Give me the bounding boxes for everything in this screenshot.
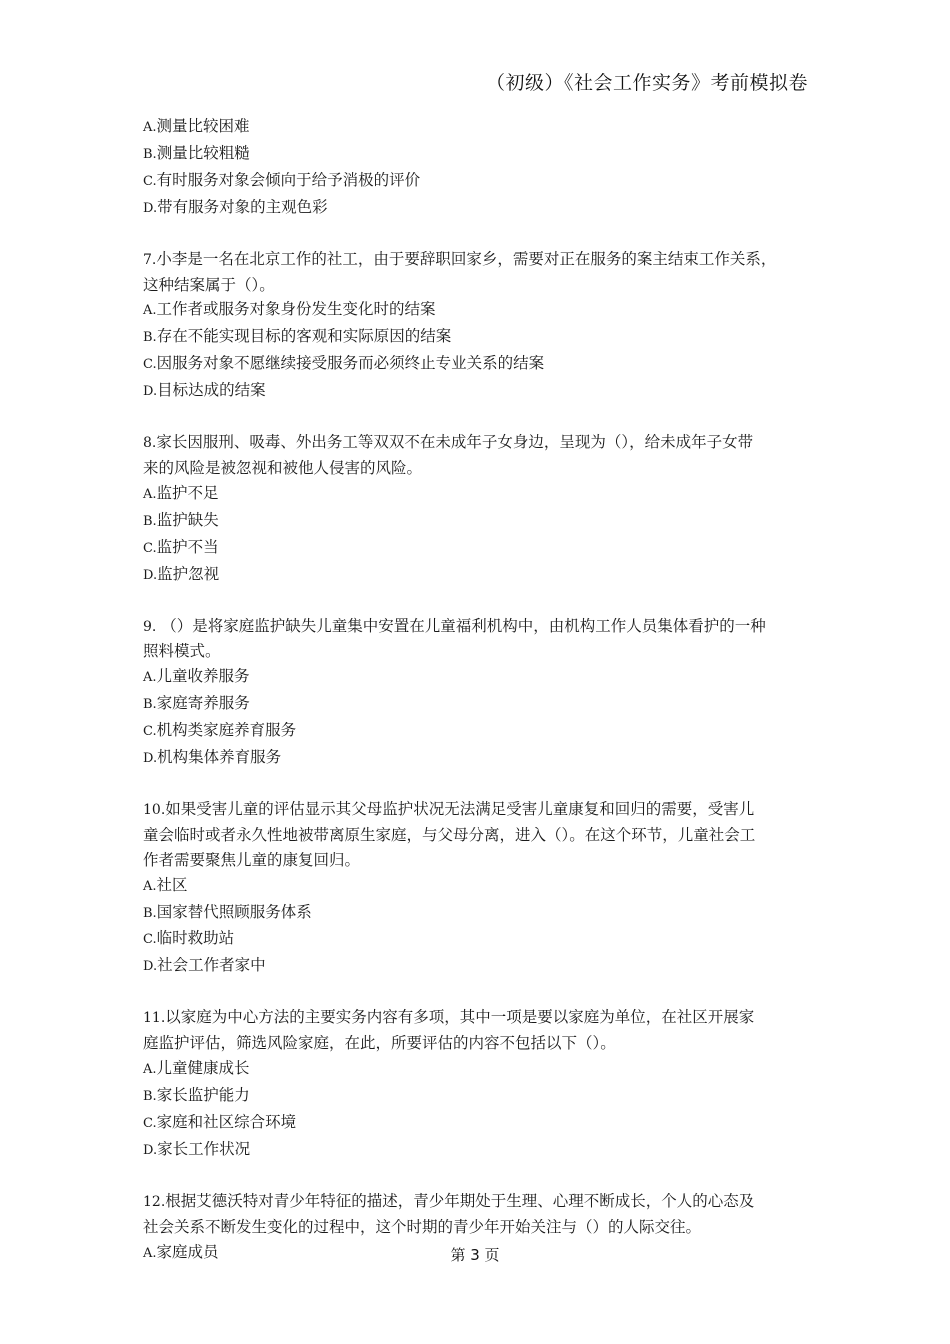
question-number: 9.	[143, 618, 157, 635]
option-a	[143, 114, 811, 141]
option-text: 社会工作者家中	[157, 956, 266, 975]
option-text: 家长工作状况	[157, 1139, 251, 1158]
option-letter: D.	[143, 200, 158, 216]
option-letter: A.	[143, 670, 157, 686]
question-number: 8.	[143, 435, 157, 452]
option-text: 目标达成的结案	[157, 381, 266, 400]
option-letter: C.	[143, 724, 157, 740]
option-b	[143, 324, 811, 351]
question-stem-line: 作者需要聚焦儿童的康复回归。	[143, 850, 361, 869]
option-b	[143, 508, 811, 535]
option-letter: D.	[143, 959, 158, 975]
option-text: 有时服务对象会倾向于给予消极的评价	[156, 170, 421, 189]
option-d	[143, 953, 811, 980]
option-letter: B.	[143, 330, 157, 346]
option-letter: A.	[143, 120, 157, 135]
option-letter: C.	[143, 932, 157, 948]
option-d	[143, 745, 811, 772]
option-letter: D.	[143, 567, 158, 583]
option-text: 临时救助站	[156, 929, 235, 948]
option-text: 监护缺失	[156, 510, 219, 529]
option-c	[143, 718, 811, 745]
stem-text: （）是将家庭监护缺失儿童集中安置在儿童福利机构中，由机构工作人员集体看护的一种	[156, 616, 766, 635]
option-text: 儿童健康成长	[156, 1059, 250, 1078]
option-letter: C.	[143, 1115, 157, 1131]
question-stem-line: 这种结案属于（）。	[143, 275, 275, 294]
question-number: 7.	[143, 251, 157, 268]
stem-text: 小李是一名在北京工作的社工，由于要辞职回家乡，需要对正在服务的案主结束工作关系，	[156, 249, 777, 268]
option-letter: B.	[143, 1089, 157, 1104]
question-10	[143, 797, 811, 980]
page-header-title: （初级）《社会工作实务》考前模拟卷	[485, 72, 808, 94]
question-number: 10.	[143, 801, 166, 818]
carry-over-options	[143, 114, 811, 222]
option-d	[143, 562, 811, 589]
question-stem-line: 童会临时或者永久性地被带离原生家庭，与父母分离，进入（）。在这个环节，儿童社会工	[143, 825, 756, 844]
option-b	[143, 141, 811, 168]
option-a	[143, 1056, 811, 1083]
option-text: 家庭成员	[156, 1242, 219, 1261]
stem-text: 根据艾德沃特对青少年特征的描述，青少年期处于生理、心理不断成长，个人的心态及	[165, 1191, 755, 1210]
question-7	[143, 247, 811, 405]
option-text: 监护不当	[156, 537, 219, 556]
option-text: 家长监护能力	[156, 1086, 250, 1104]
option-text: 社区	[156, 875, 188, 894]
option-letter: B.	[143, 905, 157, 921]
option-d	[143, 195, 811, 222]
option-letter: A.	[143, 303, 157, 319]
stem-text: 以家庭为中心方法的主要实务内容有多项，其中一项是要以家庭为单位，在社区开展家	[165, 1008, 755, 1027]
option-c	[143, 168, 811, 195]
option-text: 带有服务对象的主观色彩	[157, 197, 328, 216]
question-number: 12.	[143, 1193, 166, 1210]
option-text: 测量比较困难	[156, 117, 250, 135]
option-text: 测量比较粗糙	[156, 143, 250, 162]
option-c	[143, 1110, 811, 1137]
option-text: 家庭和社区综合环境	[156, 1112, 297, 1131]
option-c	[143, 535, 811, 562]
option-letter: A.	[143, 1245, 157, 1261]
option-text: 监护忽视	[157, 564, 220, 583]
question-stem-line	[143, 1005, 811, 1031]
option-a	[143, 664, 811, 691]
option-text: 存在不能实现目标的客观和实际原因的结案	[156, 327, 452, 346]
option-letter: D.	[143, 1142, 158, 1158]
option-letter: B.	[143, 146, 157, 162]
stem-text: 如果受害儿童的评估显示其父母监护状况无法满足受害儿童康复和回归的需要，受害儿	[165, 799, 755, 818]
option-b	[143, 900, 811, 927]
option-letter: C.	[143, 173, 157, 189]
option-a	[143, 481, 811, 508]
question-stem-line: 庭监护评估，筛选风险家庭，在此，所要评估的内容不包括以下（）。	[143, 1034, 616, 1053]
option-text: 机构类家庭养育服务	[156, 721, 297, 740]
question-number: 11.	[143, 1010, 166, 1027]
option-text: 工作者或服务对象身份发生变化时的结案	[156, 300, 436, 319]
option-letter: B.	[143, 513, 157, 529]
question-stem-line	[143, 247, 811, 273]
question-stem-line	[143, 430, 811, 456]
question-stem-line	[143, 1189, 811, 1215]
option-text: 监护不足	[156, 483, 219, 502]
page-number: 第 3 页	[450, 1246, 500, 1264]
document-body	[143, 114, 811, 1266]
option-letter: B.	[143, 697, 157, 713]
option-letter: D.	[143, 384, 158, 400]
option-letter: D.	[143, 751, 158, 767]
question-stem-line: 社会关系不断发生变化的过程中，这个时期的青少年开始关注与（）的人际交往。	[143, 1217, 702, 1236]
option-text: 机构集体养育服务	[157, 748, 282, 767]
question-stem-line: 来的风险是被忽视和被他人侵害的风险。	[143, 458, 423, 477]
question-8	[143, 430, 811, 588]
option-text: 儿童收养服务	[156, 667, 250, 686]
option-c	[143, 926, 811, 953]
question-9	[143, 614, 811, 772]
option-b	[143, 1083, 811, 1110]
stem-text: 家长因服刑、吸毒、外出务工等双双不在未成年子女身边，呈现为（），给未成年子女带	[156, 433, 754, 452]
option-text: 家庭寄养服务	[156, 694, 250, 713]
question-stem-line	[143, 797, 811, 823]
option-letter: A.	[143, 878, 157, 894]
option-text: 因服务对象不愿继续接受服务而必须终止专业关系的结案	[156, 354, 545, 373]
option-c	[143, 351, 811, 378]
option-d	[143, 378, 811, 405]
option-letter: A.	[143, 1062, 157, 1078]
option-letter: A.	[143, 486, 157, 502]
question-stem-line	[143, 614, 811, 640]
question-stem-line: 照料模式。	[143, 642, 221, 661]
option-a	[143, 297, 811, 324]
option-a	[143, 873, 811, 900]
question-11	[143, 1005, 811, 1163]
option-b	[143, 691, 811, 718]
option-letter: C.	[143, 357, 157, 373]
option-letter: C.	[143, 540, 157, 556]
option-d	[143, 1137, 811, 1164]
option-text: 国家替代照顾服务体系	[156, 902, 312, 921]
